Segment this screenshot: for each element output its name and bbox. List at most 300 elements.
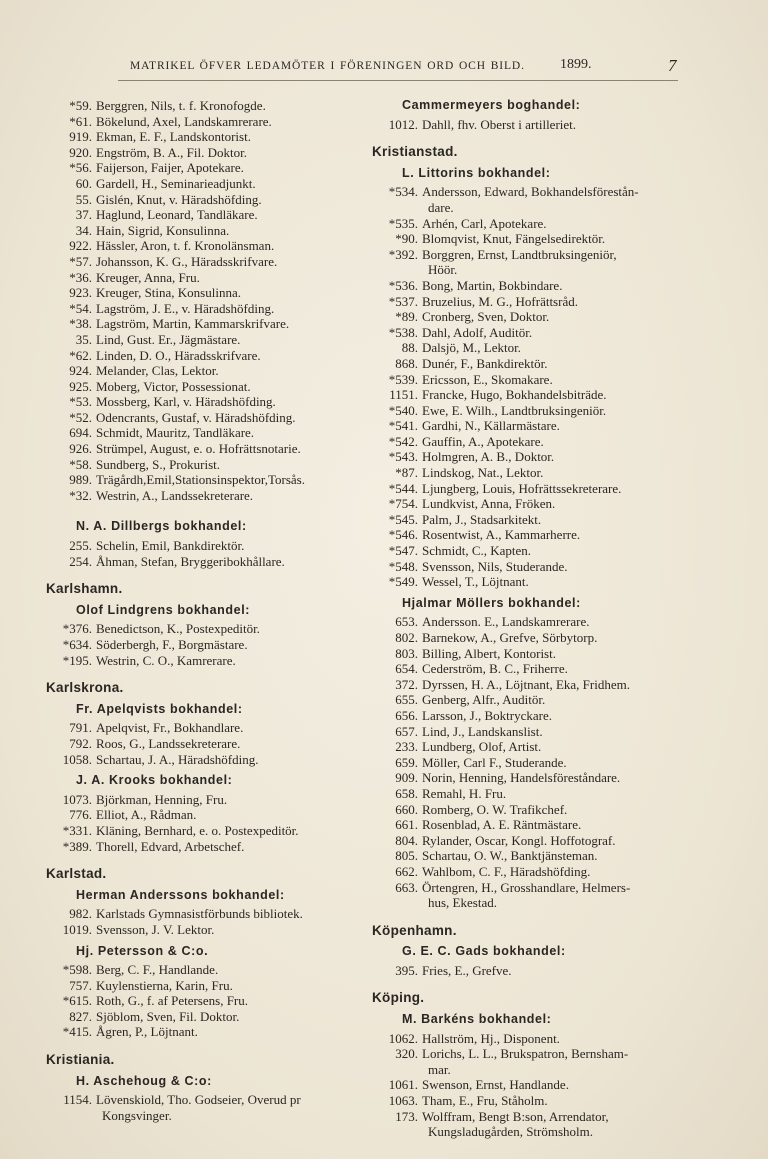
member-name: Andersson, Edward, Bokhandelsförestån-	[422, 184, 639, 200]
member-name: Norin, Henning, Handelsföreståndare.	[422, 770, 621, 786]
member-name: Schelin, Emil, Bankdirektör.	[96, 538, 245, 554]
member-name: Blomqvist, Knut, Fängelsedirektör.	[422, 231, 606, 247]
member-entry	[46, 1092, 371, 1108]
list-apelqvist	[46, 720, 371, 767]
member-number: 1019.	[62, 921, 92, 937]
member-name: Karlstads Gymnasistförbunds bibliotek.	[96, 906, 303, 922]
member-name: Sjöblom, Sven, Fil. Doktor.	[96, 1008, 240, 1024]
member-entry	[46, 223, 371, 239]
member-entry	[372, 1077, 722, 1093]
member-entry	[372, 559, 722, 575]
member-number: *36.	[69, 269, 92, 285]
header-rule	[118, 80, 678, 81]
member-entry	[46, 1009, 371, 1025]
member-number: 803.	[395, 645, 418, 661]
member-number: *546.	[388, 527, 418, 543]
member-entry	[46, 348, 371, 364]
member-number: 923.	[69, 285, 92, 301]
member-number: *32.	[69, 487, 92, 503]
member-name: Bökelund, Axel, Landskamrerare.	[96, 113, 272, 129]
shop-heading: Hj. Petersson & C:o.	[76, 943, 209, 958]
member-entry	[372, 184, 722, 200]
member-name: Wahlbom, C. F., Häradshöfding.	[422, 863, 591, 879]
member-entry	[372, 708, 722, 724]
member-entry	[372, 247, 722, 263]
member-number: *754.	[388, 496, 418, 512]
member-name: Holmgren, A. B., Doktor.	[422, 449, 555, 465]
member-number: 88.	[401, 340, 418, 356]
member-number: 658.	[395, 785, 418, 801]
member-number: 1058.	[62, 751, 92, 767]
member-number: *195.	[62, 652, 92, 668]
member-number: *537.	[388, 293, 418, 309]
member-entry	[46, 98, 371, 114]
member-name: Gardhi, N., Källarmästare.	[422, 418, 560, 434]
member-name: Svensson, J. V. Lektor.	[96, 921, 215, 937]
member-name: Ekman, E. F., Landskontorist.	[96, 129, 251, 145]
list-moller	[372, 614, 722, 910]
shop-heading: Herman Anderssons bokhandel:	[76, 887, 285, 902]
member-entry	[372, 496, 722, 512]
member-number: 395.	[395, 962, 418, 978]
header-year: 1899.	[560, 57, 592, 72]
member-name-continuation: Kungsladugården, Strömsholm.	[428, 1124, 594, 1140]
member-number: 37.	[75, 207, 92, 223]
member-entry	[372, 1109, 722, 1125]
member-name: Mossberg, Karl, v. Häradshöfding.	[96, 394, 276, 410]
member-number: 827.	[69, 1008, 92, 1024]
member-name: Dahll, fhv. Oberst i artilleriet.	[422, 116, 577, 132]
shop-heading: L. Littorins bokhandel:	[402, 165, 551, 180]
member-entry	[372, 465, 722, 481]
member-name: Lindskog, Nat., Lektor.	[422, 465, 544, 481]
list-aschehoug	[46, 1092, 371, 1123]
member-name: Andersson. E., Landskamrerare.	[422, 614, 590, 630]
member-name: Svensson, Nils, Studerande.	[422, 558, 568, 574]
member-entry	[46, 978, 371, 994]
member-number: *540.	[388, 402, 418, 418]
member-entry	[372, 231, 722, 247]
member-entry	[46, 906, 371, 922]
member-entry	[46, 752, 371, 768]
member-number: 920.	[69, 144, 92, 160]
member-name: Lundberg, Olof, Artist.	[422, 739, 542, 755]
list-petersson	[46, 962, 371, 1040]
member-name: Benedictson, K., Postexpeditör.	[96, 621, 260, 637]
member-name: Thorell, Edvard, Arbetschef.	[96, 838, 245, 854]
member-name: Francke, Hugo, Bokhandelsbiträde.	[422, 387, 607, 403]
member-name: Bong, Martin, Bokbindare.	[422, 277, 563, 293]
member-number: 1062.	[388, 1030, 418, 1046]
list-andersson	[46, 906, 371, 937]
member-name: Johansson, K. G., Häradsskrifvare.	[96, 253, 278, 269]
member-name: Remahl, H. Fru.	[422, 785, 507, 801]
shop-heading: G. E. C. Gads bokhandel:	[402, 944, 566, 959]
member-entry	[46, 285, 371, 301]
member-name: Strümpel, August, e. o. Hofrättsnotarie.	[96, 441, 301, 457]
member-entry	[372, 786, 722, 802]
place-heading: Köping.	[372, 990, 425, 1006]
member-number: *544.	[388, 480, 418, 496]
member-entry	[46, 538, 371, 554]
member-number: *541.	[388, 418, 418, 434]
member-number: 663.	[395, 879, 418, 895]
member-number: *87.	[395, 465, 418, 481]
member-number: *61.	[69, 113, 92, 129]
member-number: *59.	[69, 98, 92, 113]
member-entry	[372, 387, 722, 403]
page-header	[0, 58, 768, 78]
member-entry	[46, 792, 371, 808]
shop-heading: Fr. Apelqvists bokhandel:	[76, 701, 243, 716]
member-entry	[372, 434, 722, 450]
member-number: 982.	[69, 906, 92, 922]
member-name-continuation: hus, Ekestad.	[428, 895, 497, 911]
member-name-continuation: Kongsvinger.	[102, 1107, 172, 1123]
member-number: 757.	[69, 977, 92, 993]
member-number: 919.	[69, 129, 92, 145]
member-entry	[46, 807, 371, 823]
member-number: *545.	[388, 511, 418, 527]
member-entry	[372, 1046, 722, 1062]
member-number: 655.	[395, 692, 418, 708]
member-number: *534.	[388, 184, 418, 200]
member-name: Lövenskiold, Tho. Godseier, Overud pr	[96, 1092, 301, 1108]
member-name: Wolffram, Bengt B:son, Arrendator,	[422, 1108, 609, 1124]
member-name: Wessel, T., Löjtnant.	[422, 574, 529, 590]
member-entry	[372, 325, 722, 341]
member-entry	[46, 270, 371, 286]
member-number: 802.	[395, 630, 418, 645]
member-name: Kläning, Bernhard, e. o. Postexpeditör.	[96, 822, 299, 838]
member-name: Rosenblad, A. E. Räntmästare.	[422, 817, 582, 833]
place-heading: Kristiania.	[46, 1052, 115, 1068]
member-entry	[46, 621, 371, 637]
member-number: *331.	[62, 822, 92, 838]
member-number: *538.	[388, 324, 418, 340]
member-entry	[46, 316, 371, 332]
member-entry	[372, 1031, 722, 1047]
member-name: Ljungberg, Louis, Hofrättssekreterare.	[422, 480, 622, 496]
member-entry	[372, 403, 722, 419]
member-name: Cederström, B. C., Friherre.	[422, 661, 568, 677]
list-top	[46, 98, 371, 503]
member-name: Roth, G., f. af Petersens, Fru.	[96, 993, 249, 1009]
member-entry	[46, 425, 371, 441]
member-name: Sundberg, S., Prokurist.	[96, 456, 220, 472]
member-number: *415.	[62, 1024, 92, 1040]
member-entry	[46, 301, 371, 317]
member-number: 804.	[395, 832, 418, 848]
member-name: Lind, Gust. Er., Jägmästare.	[96, 331, 241, 347]
member-name: Apelqvist, Fr., Bokhandlare.	[96, 720, 244, 736]
member-name: Åhman, Stefan, Bryggeribokhållare.	[96, 553, 285, 569]
member-name: Rosentwist, A., Kammarherre.	[422, 527, 581, 543]
member-number: 653.	[395, 614, 418, 630]
member-entry	[372, 543, 722, 559]
member-number: 922.	[69, 238, 92, 254]
member-entry	[46, 145, 371, 161]
member-number: 654.	[395, 661, 418, 677]
member-number: *56.	[69, 160, 92, 176]
list-dillberg	[46, 538, 371, 569]
member-number: *54.	[69, 300, 92, 316]
page-number: 7	[668, 56, 677, 75]
member-number: 656.	[395, 707, 418, 723]
member-number: 1061.	[388, 1077, 418, 1093]
member-entry	[372, 817, 722, 833]
member-name: Lorichs, L. L., Brukspatron, Bernsham-	[422, 1046, 629, 1062]
member-number: 60.	[75, 175, 92, 191]
member-number: *548.	[388, 558, 418, 574]
member-number: 1012.	[388, 116, 418, 132]
member-entry	[372, 294, 722, 310]
member-entry	[46, 114, 371, 130]
member-number: 320.	[395, 1046, 418, 1062]
member-name: Rylander, Oscar, Kongl. Hoffotograf.	[422, 832, 616, 848]
member-name: Hässler, Aron, t. f. Kronolänsman.	[96, 238, 275, 254]
member-name: Hain, Sigrid, Konsulinna.	[96, 222, 230, 238]
shop-heading: H. Aschehoug & C:o:	[76, 1073, 212, 1088]
member-name: Hallström, Hj., Disponent.	[422, 1030, 560, 1046]
member-number: 792.	[69, 735, 92, 751]
member-number: 255.	[69, 538, 92, 554]
header-title: MATRIKEL ÖFVER LEDAMÖTER I FÖRENINGEN ORD OCH BILD.	[130, 60, 525, 72]
member-entry	[372, 512, 722, 528]
member-name: Palm, J., Stadsarkitekt.	[422, 511, 542, 527]
left-column	[46, 98, 371, 1123]
member-name: Roos, G., Landssekreterare.	[96, 735, 241, 751]
member-number: *62.	[69, 347, 92, 363]
member-number: *38.	[69, 316, 92, 332]
member-number: 805.	[395, 848, 418, 864]
member-entry	[372, 527, 722, 543]
member-number: 254.	[69, 553, 92, 569]
member-name: Engström, B. A., Fil. Doktor.	[96, 144, 247, 160]
member-entry	[372, 1093, 722, 1109]
member-entry	[46, 379, 371, 395]
member-name: Dunér, F., Bankdirektör.	[422, 355, 548, 371]
shop-heading: Hjalmar Möllers bokhandel:	[402, 595, 581, 610]
member-entry	[372, 117, 722, 133]
member-name: Linden, D. O., Häradsskrifvare.	[96, 347, 261, 363]
member-name-continuation: Höör.	[428, 262, 458, 278]
member-name: Haglund, Leonard, Tandläkare.	[96, 207, 258, 223]
shop-heading: Cammermeyers boghandel:	[402, 98, 581, 112]
member-entry	[372, 724, 722, 740]
member-number: *535.	[388, 215, 418, 231]
member-number: 1154.	[63, 1092, 92, 1108]
shop-heading: M. Barkéns bokhandel:	[402, 1012, 552, 1027]
member-number: 925.	[69, 378, 92, 394]
member-entry	[46, 637, 371, 653]
member-number: *547.	[388, 543, 418, 559]
member-name: Westrin, C. O., Kamrerare.	[96, 652, 236, 668]
member-name: Dyrssen, H. A., Löjtnant, Eka, Fridhem.	[422, 676, 630, 692]
member-name: Faijerson, Faijer, Apotekare.	[96, 160, 244, 176]
member-name: Kreuger, Anna, Fru.	[96, 269, 200, 285]
member-name: Dahl, Adolf, Auditör.	[422, 324, 533, 340]
member-entry	[46, 129, 371, 145]
member-entry	[46, 993, 371, 1009]
member-name: Trägårdh,Emil,Stationsinspektor,Torsås.	[96, 472, 305, 488]
list-karlshamn	[46, 621, 371, 668]
shop-heading: J. A. Krooks bokhandel:	[76, 773, 233, 788]
member-name-continuation: mar.	[428, 1061, 451, 1077]
member-entry	[372, 418, 722, 434]
member-name: Schmidt, C., Kapten.	[422, 543, 532, 559]
member-name: Schartau, J. A., Häradshöfding.	[96, 751, 259, 767]
member-name: Söderbergh, F., Borgmästare.	[96, 637, 248, 652]
member-entry	[46, 176, 371, 192]
member-name: Lagström, J. E., v. Häradshöfding.	[96, 300, 275, 316]
member-number: *634.	[62, 637, 92, 652]
member-name: Cronberg, Sven, Doktor.	[422, 309, 550, 325]
member-number: *90.	[395, 231, 418, 247]
member-number: 909.	[395, 770, 418, 786]
member-entry	[46, 839, 371, 855]
member-number: *389.	[62, 838, 92, 854]
member-entry	[372, 848, 722, 864]
member-entry	[372, 880, 722, 896]
member-entry	[46, 457, 371, 473]
list-krook	[46, 792, 371, 854]
member-entry	[46, 472, 371, 488]
member-number: *392.	[388, 246, 418, 262]
place-heading: Kristianstad.	[372, 144, 458, 160]
member-number: *539.	[388, 371, 418, 387]
member-entry	[372, 574, 722, 590]
member-entry	[46, 410, 371, 426]
member-entry	[46, 823, 371, 839]
member-name: Billing, Albert, Kontorist.	[422, 645, 556, 661]
member-number: 1151.	[389, 387, 418, 403]
member-number: *536.	[388, 277, 418, 293]
member-name: Schmidt, Mauritz, Tandläkare.	[96, 425, 255, 441]
member-entry	[46, 192, 371, 208]
member-number: *52.	[69, 409, 92, 425]
member-name: Melander, Clas, Lektor.	[96, 363, 219, 379]
member-number: 661.	[395, 817, 418, 833]
member-name: Lind, J., Landskanslist.	[422, 723, 543, 739]
member-number: 657.	[395, 723, 418, 739]
member-name: Genberg, Alfr., Auditör.	[422, 692, 546, 708]
member-entry	[46, 254, 371, 270]
member-number: *53.	[69, 394, 92, 410]
member-number: 662.	[395, 863, 418, 879]
member-name: Moberg, Victor, Possessionat.	[96, 378, 251, 394]
member-entry	[46, 441, 371, 457]
member-entry	[46, 554, 371, 570]
member-entry	[372, 963, 722, 979]
place-heading: Karlstad.	[46, 866, 107, 882]
member-number: 694.	[69, 425, 92, 441]
member-name: Gauffin, A., Apotekare.	[422, 433, 544, 449]
member-name: Berggren, Nils, t. f. Kronofogde.	[96, 98, 266, 113]
member-entry	[372, 372, 722, 388]
member-number: *598.	[62, 962, 92, 978]
member-entry	[372, 833, 722, 849]
member-name: Swenson, Ernst, Handlande.	[422, 1077, 569, 1093]
place-heading: Köpenhamn.	[372, 922, 457, 938]
member-name: Elliot, A., Rådman.	[96, 807, 197, 823]
member-name: Borggren, Ernst, Landtbruksingeniör,	[422, 246, 617, 262]
member-entry	[46, 394, 371, 410]
member-name: Westrin, A., Landssekreterare.	[96, 487, 254, 503]
member-number: 173.	[395, 1108, 418, 1124]
member-number: 55.	[75, 191, 92, 207]
member-name: Romberg, O. W. Trafikchef.	[422, 801, 568, 817]
member-entry	[372, 677, 722, 693]
member-number: 791.	[69, 720, 92, 736]
member-name: Ågren, P., Löjtnant.	[96, 1024, 198, 1040]
member-entry	[46, 720, 371, 736]
member-number: 659.	[395, 754, 418, 770]
list-gad	[372, 963, 722, 979]
member-entry	[372, 692, 722, 708]
member-name-continuation: dare.	[428, 199, 454, 215]
member-number: *57.	[69, 253, 92, 269]
member-entry	[372, 630, 722, 646]
member-name: Schartau, O. W., Banktjänsteman.	[422, 848, 598, 864]
member-name: Möller, Carl F., Studerande.	[422, 754, 567, 770]
member-entry	[46, 962, 371, 978]
member-entry	[372, 864, 722, 880]
member-name: Berg, C. F., Handlande.	[96, 962, 219, 978]
member-number: 926.	[69, 441, 92, 457]
member-entry	[372, 356, 722, 372]
member-entry	[372, 449, 722, 465]
member-number: 989.	[69, 472, 92, 488]
member-entry	[46, 653, 371, 669]
member-entry	[372, 661, 722, 677]
member-entry	[46, 363, 371, 379]
member-number: *542.	[388, 433, 418, 449]
list-cammermeyer	[372, 117, 722, 133]
member-name: Odencrants, Gustaf, v. Häradshöfding.	[96, 409, 296, 425]
member-name: Ericsson, E., Skomakare.	[422, 371, 553, 387]
member-entry	[46, 488, 371, 504]
member-name: Arhén, Carl, Apotekare.	[422, 215, 547, 231]
member-number: *376.	[62, 621, 92, 637]
member-entry	[46, 736, 371, 752]
member-number: 233.	[395, 739, 418, 755]
member-number: 924.	[69, 363, 92, 379]
member-name: Bruzelius, M. G., Hofrättsråd.	[422, 293, 578, 309]
place-heading: Karlskrona.	[46, 680, 124, 696]
member-name: Kuylenstierna, Karin, Fru.	[96, 977, 233, 993]
member-entry	[46, 207, 371, 223]
member-name: Gislén, Knut, v. Häradshöfding.	[96, 191, 262, 207]
member-entry	[372, 646, 722, 662]
member-number: *89.	[395, 309, 418, 325]
member-number: 660.	[395, 801, 418, 817]
member-entry	[46, 922, 371, 938]
member-number: 372.	[395, 676, 418, 692]
member-number: 868.	[395, 355, 418, 371]
member-name: Lagström, Martin, Kammarskrifvare.	[96, 316, 290, 332]
member-name: Lundkvist, Anna, Fröken.	[422, 496, 556, 512]
member-entry	[372, 216, 722, 232]
member-entry	[46, 332, 371, 348]
member-number: 1063.	[388, 1093, 418, 1109]
member-entry	[372, 278, 722, 294]
member-name: Fries, E., Grefve.	[422, 962, 512, 978]
member-entry	[372, 340, 722, 356]
member-name: Kreuger, Stina, Konsulinna.	[96, 285, 241, 301]
member-name: Dalsjö, M., Lektor.	[422, 340, 521, 356]
member-entry	[46, 160, 371, 176]
